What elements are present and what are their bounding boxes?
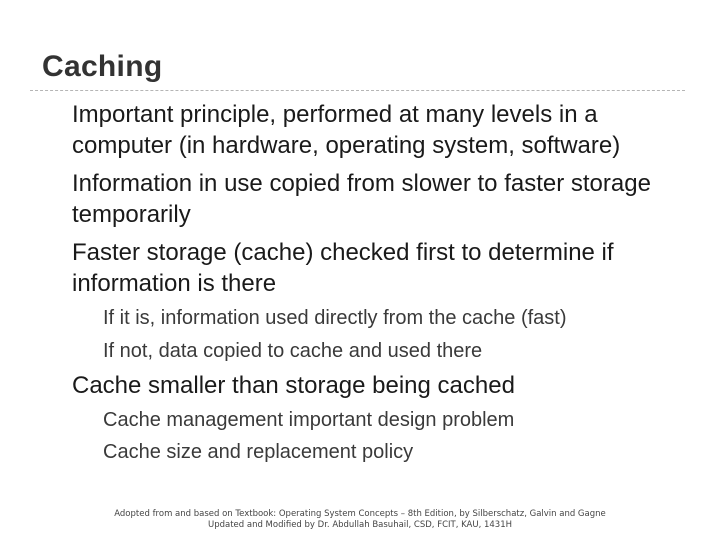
sub-bullet-item xyxy=(103,408,693,432)
slide-title: Caching xyxy=(42,50,163,83)
sub-bullet-text: Cache size and replacement policy xyxy=(103,441,414,463)
bullet-text: Faster storage (cache) checked first to determine if information is there xyxy=(72,239,614,297)
sub-bullet-text: If it is, information used directly from the cache (fast) xyxy=(103,307,567,329)
bullet-text: Cache smaller than storage being cached xyxy=(72,372,515,399)
bullet-text: Important principle, performed at many levels in a computer (in hardware, operating system, software) xyxy=(72,101,621,159)
sub-bullet-item xyxy=(103,306,693,330)
bullet-item xyxy=(72,99,692,161)
sub-bullet-text: If not, data copied to cache and used there xyxy=(103,340,483,362)
title-divider xyxy=(30,90,685,91)
slide-footer xyxy=(0,509,720,531)
bullet-text: Information in use copied from slower to faster storage temporarily xyxy=(72,170,651,228)
sub-bullet-text: Cache management important design problem xyxy=(103,409,515,431)
sub-bullet-item xyxy=(103,440,693,464)
bullet-item xyxy=(72,168,692,230)
bullet-item xyxy=(72,237,692,299)
bullet-item xyxy=(72,370,692,401)
sub-bullet-item xyxy=(103,339,693,363)
footer-credit-line: Adopted from and based on Textbook: Operating System Concepts – 8th Edition, by Silberschatz, Galvin and Gagne xyxy=(114,509,606,519)
footer-credit-line: Updated and Modified by Dr. Abdullah Basuhail, CSD, FCIT, KAU, 1431H xyxy=(207,520,513,530)
